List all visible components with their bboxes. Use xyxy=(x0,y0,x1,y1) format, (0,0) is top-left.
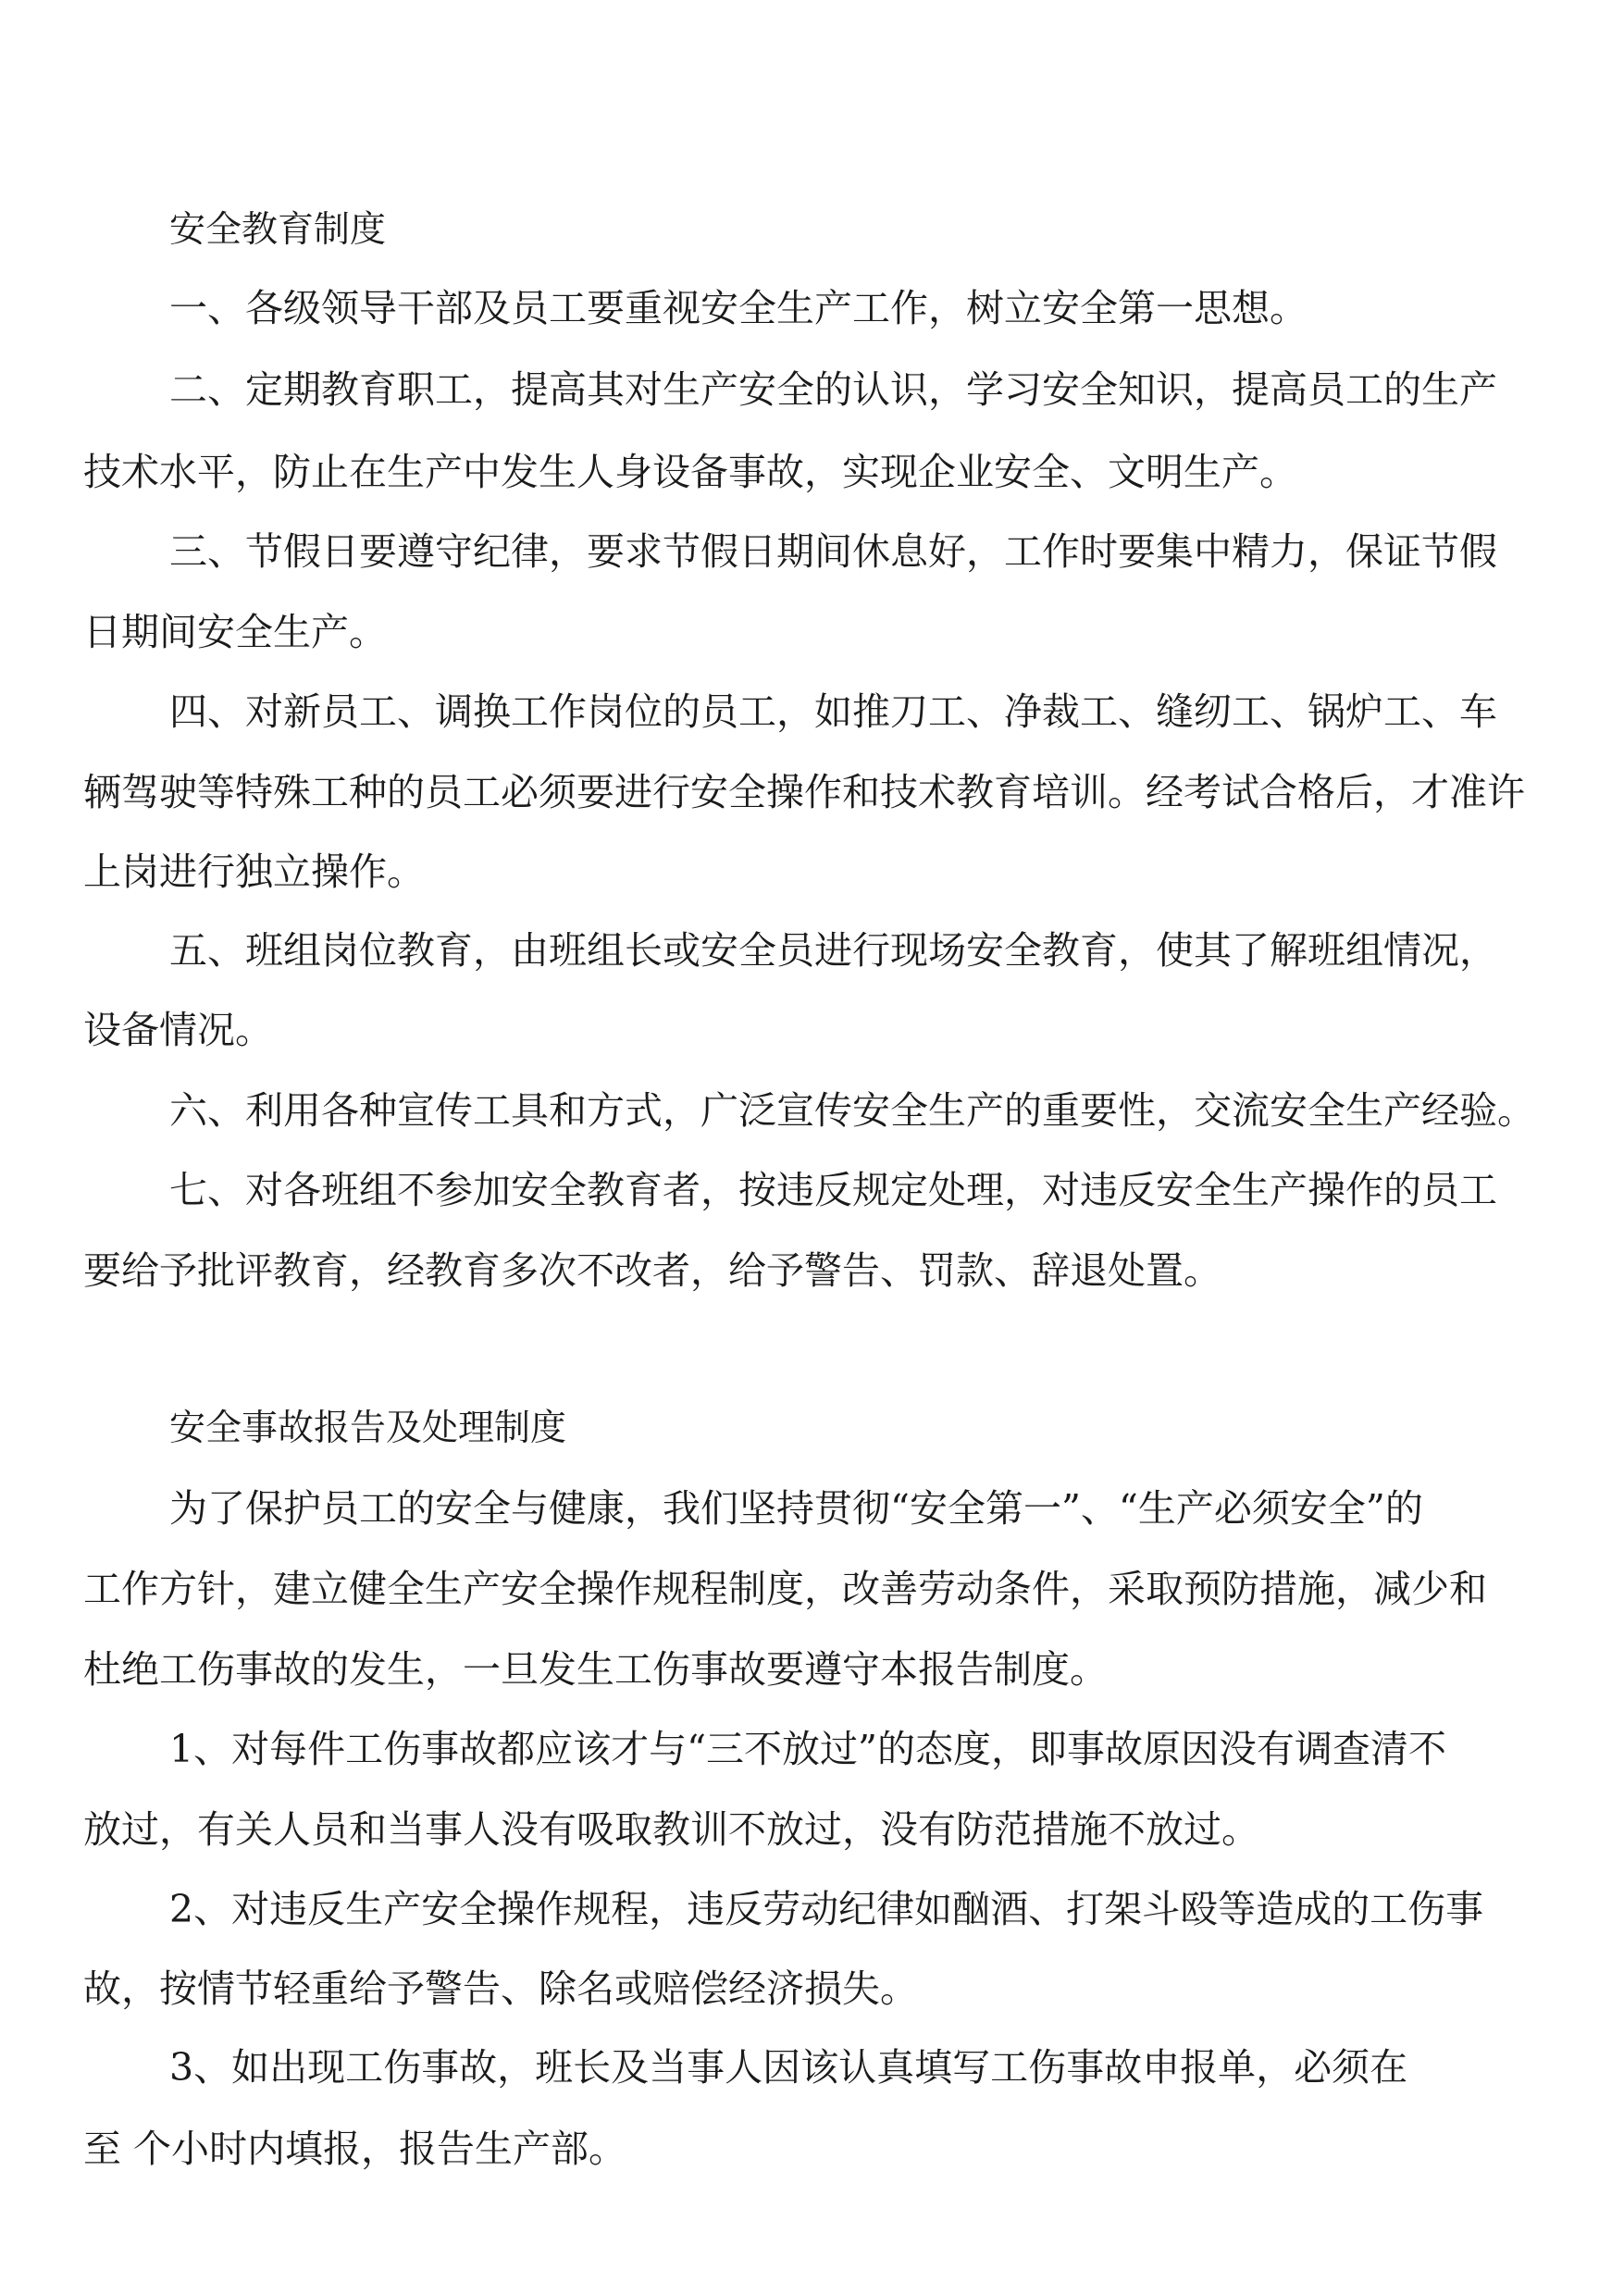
paragraph-line: 1、对每件工伤事故都应该才与“三不放过”的态度，即事故原因没有调查清不 xyxy=(169,1727,1447,1771)
paragraph-line: 至 个小时内填报，报告生产部。 xyxy=(83,2127,627,2171)
paragraph-line: 要给予批评教育，经教育多次不改者，给予警告、罚款、辞退处置。 xyxy=(83,1248,1221,1293)
paragraph-line: 日期间安全生产。 xyxy=(83,610,387,654)
paragraph-line: 故，按情节轻重给予警告、除名或赔偿经济损失。 xyxy=(83,1966,918,2011)
section-title-safety-education: 安全教育制度 xyxy=(169,209,387,251)
paragraph-line: 杜绝工伤事故的发生，一旦发生工伤事故要遵守本报告制度。 xyxy=(83,1647,1108,1692)
paragraph-line: 三、节假日要遵守纪律，要求节假日期间休息好，工作时要集中精力，保证节假 xyxy=(169,529,1497,574)
paragraph-line: 上岗进行独立操作。 xyxy=(83,850,425,894)
paragraph-line: 二、定期教育职工，提高其对生产安全的认识，学习安全知识，提高员工的生产 xyxy=(169,367,1497,412)
paragraph-line: 六、利用各种宣传工具和方式，广泛宣传安全生产的重要性，交流安全生产经验。 xyxy=(169,1088,1535,1133)
paragraph-line: 放过，有关人员和当事人没有吸取教训不放过，没有防范措施不放过。 xyxy=(83,1807,1259,1852)
paragraph-line: 七、对各班组不参加安全教育者，按违反规定处理，对违反安全生产操作的员工 xyxy=(169,1168,1497,1212)
paragraph-line: 工作方针，建立健全生产安全操作规程制度，改善劳动条件，采取预防措施，减少和 xyxy=(83,1567,1487,1611)
paragraph-line: 2、对违反生产安全操作规程，违反劳动纪律如酗酒、打架斗殴等造成的工伤事 xyxy=(169,1887,1484,1931)
paragraph-line: 为了保护员工的安全与健康，我们坚持贯彻“安全第一”、“生产必须安全”的 xyxy=(169,1486,1423,1531)
section-title-accident-report: 安全事故报告及处理制度 xyxy=(169,1408,567,1449)
paragraph-line: 五、班组岗位教育，由班组长或安全员进行现场安全教育，使其了解班组情况， xyxy=(169,928,1497,973)
paragraph-line: 技术水平，防止在生产中发生人身设备事故，实现企业安全、文明生产。 xyxy=(83,450,1297,494)
paragraph-line: 设备情况。 xyxy=(83,1008,273,1052)
paragraph-line: 3、如出现工伤事故，班长及当事人因该认真填写工伤事故申报单，必须在 xyxy=(169,2045,1408,2090)
paragraph-line: 辆驾驶等特殊工种的员工必须要进行安全操作和技术教育培训。经考试合格后，才准许 xyxy=(83,770,1525,814)
paragraph-line: 四、对新员工、调换工作岗位的员工，如推刀工、净裁工、缝纫工、锅炉工、车 xyxy=(169,689,1497,734)
paragraph-line: 一、各级领导干部及员工要重视安全生产工作，树立安全第一思想。 xyxy=(169,286,1308,330)
